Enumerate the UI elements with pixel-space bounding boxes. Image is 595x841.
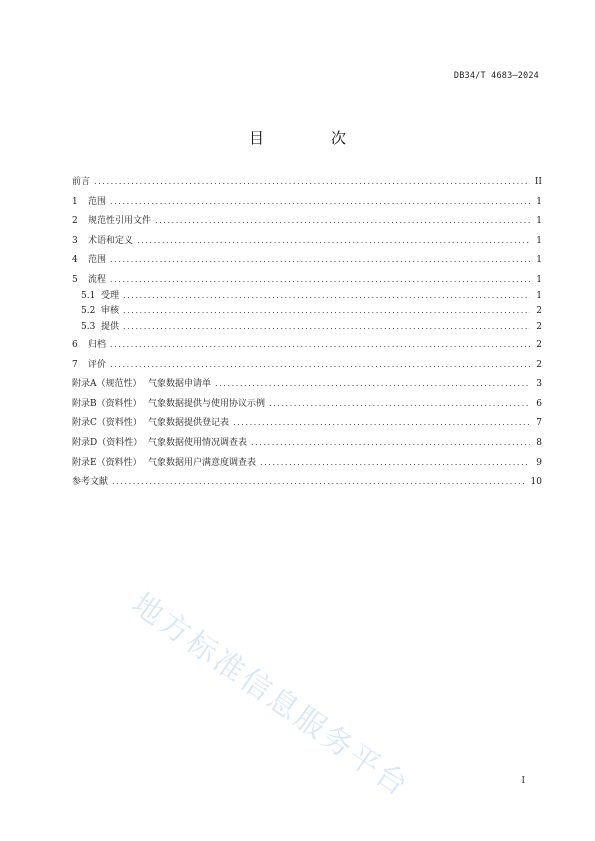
toc-entry-page: 1 bbox=[536, 255, 542, 266]
toc-leader-dots bbox=[123, 307, 530, 315]
toc-entry-page: 9 bbox=[536, 457, 542, 468]
toc-leader-dots bbox=[110, 276, 530, 284]
toc-entry-label: 气象数据用户满意度调查表 bbox=[148, 457, 257, 468]
toc-leader-dots bbox=[251, 439, 530, 447]
watermark: 地方标准信息服务平台 bbox=[125, 586, 416, 805]
toc-leader-dots bbox=[110, 198, 530, 206]
toc-entry-page: 1 bbox=[536, 235, 542, 246]
toc-entry-label: 参考文献 bbox=[72, 477, 109, 488]
page-number: I bbox=[521, 776, 525, 786]
toc-entry-page: 7 bbox=[536, 418, 542, 429]
toc-entry-label: 提供 bbox=[101, 321, 120, 332]
toc-entry-page: 2 bbox=[536, 339, 542, 350]
toc-entry-page: 1 bbox=[536, 274, 542, 285]
toc-entry-page: II bbox=[534, 177, 542, 187]
toc-entry-page: 1 bbox=[536, 290, 542, 301]
toc-title: 目 次 bbox=[248, 129, 372, 147]
toc-entry-number: 5.2 bbox=[81, 306, 96, 317]
toc-entry-number: 附录E（资料性） bbox=[72, 457, 142, 468]
toc-entry-label: 评价 bbox=[88, 359, 107, 370]
toc-entry-page: 10 bbox=[530, 477, 542, 488]
toc-entry-number: 4 bbox=[72, 255, 78, 266]
toc-leader-dots bbox=[110, 256, 530, 264]
toc-entry-references[interactable] bbox=[72, 478, 542, 498]
toc-entry-label: 术语和定义 bbox=[88, 235, 134, 246]
toc-entry-7[interactable] bbox=[72, 361, 542, 381]
table-of-contents bbox=[72, 178, 542, 498]
toc-leader-dots bbox=[269, 400, 530, 408]
toc-entry-number: 5 bbox=[72, 274, 78, 285]
toc-entry-foreword[interactable] bbox=[72, 178, 542, 198]
toc-leader-dots bbox=[155, 217, 530, 225]
toc-entry-label: 气象数据提供登记表 bbox=[148, 418, 230, 429]
toc-entry-label: 气象数据使用情况调查表 bbox=[148, 437, 248, 448]
toc-entry-number: 7 bbox=[72, 359, 78, 370]
toc-entry-appendix-e[interactable] bbox=[72, 459, 542, 479]
toc-entry-6[interactable] bbox=[72, 341, 542, 361]
toc-entry-label: 受理 bbox=[101, 290, 120, 301]
toc-entry-appendix-d[interactable] bbox=[72, 439, 542, 459]
toc-entry-appendix-a[interactable] bbox=[72, 380, 542, 400]
toc-entry-4[interactable] bbox=[72, 256, 542, 276]
toc-entry-number: 附录B（资料性） bbox=[72, 398, 142, 409]
toc-leader-dots bbox=[215, 380, 530, 388]
toc-leader-dots bbox=[94, 178, 530, 186]
toc-entry-label: 前言 bbox=[72, 177, 91, 187]
toc-entry-number: 附录C（资料性） bbox=[72, 418, 142, 429]
toc-entry-page: 1 bbox=[536, 216, 542, 227]
toc-entry-number: 5.1 bbox=[81, 290, 96, 301]
toc-entry-5[interactable] bbox=[72, 276, 542, 292]
toc-leader-dots bbox=[233, 419, 530, 427]
toc-leader-dots bbox=[110, 341, 530, 349]
toc-entry-5-2[interactable] bbox=[72, 307, 542, 323]
toc-entry-3[interactable] bbox=[72, 237, 542, 257]
toc-entry-label: 规范性引用文件 bbox=[88, 216, 152, 227]
toc-entry-label: 气象数据提供与使用协议示例 bbox=[148, 398, 266, 409]
toc-leader-dots bbox=[123, 323, 530, 331]
document-code: DB34/T 4683—2024 bbox=[453, 71, 539, 81]
toc-entry-number: 附录A（规范性） bbox=[72, 379, 142, 390]
toc-entry-page: 2 bbox=[536, 321, 542, 332]
toc-entry-number: 1 bbox=[72, 196, 78, 207]
toc-entry-5-3[interactable] bbox=[72, 323, 542, 341]
toc-entry-number: 2 bbox=[72, 216, 78, 227]
toc-entry-page: 2 bbox=[536, 306, 542, 317]
toc-entry-page: 1 bbox=[536, 196, 542, 207]
toc-entry-number: 3 bbox=[72, 235, 78, 246]
toc-entry-appendix-b[interactable] bbox=[72, 400, 542, 420]
toc-entry-page: 6 bbox=[536, 398, 542, 409]
toc-leader-dots bbox=[112, 478, 527, 486]
toc-leader-dots bbox=[123, 292, 530, 300]
toc-entry-label: 范围 bbox=[88, 255, 107, 266]
toc-leader-dots bbox=[137, 237, 530, 245]
toc-leader-dots bbox=[260, 459, 530, 467]
toc-entry-label: 审核 bbox=[101, 306, 120, 317]
toc-entry-page: 8 bbox=[536, 437, 542, 448]
toc-entry-number: 6 bbox=[72, 339, 78, 350]
toc-entry-label: 范围 bbox=[88, 196, 107, 207]
toc-entry-page: 2 bbox=[536, 359, 542, 370]
toc-entry-5-1[interactable] bbox=[72, 292, 542, 308]
toc-entry-page: 3 bbox=[536, 379, 542, 390]
toc-entry-2[interactable] bbox=[72, 217, 542, 237]
toc-entry-number: 5.3 bbox=[81, 321, 96, 332]
toc-entry-number: 附录D（资料性） bbox=[72, 437, 143, 448]
toc-entry-label: 归档 bbox=[88, 339, 107, 350]
toc-entry-label: 气象数据申请单 bbox=[148, 379, 212, 390]
toc-entry-1[interactable] bbox=[72, 198, 542, 218]
toc-entry-label: 流程 bbox=[88, 274, 107, 285]
toc-entry-appendix-c[interactable] bbox=[72, 419, 542, 439]
toc-leader-dots bbox=[110, 361, 530, 369]
